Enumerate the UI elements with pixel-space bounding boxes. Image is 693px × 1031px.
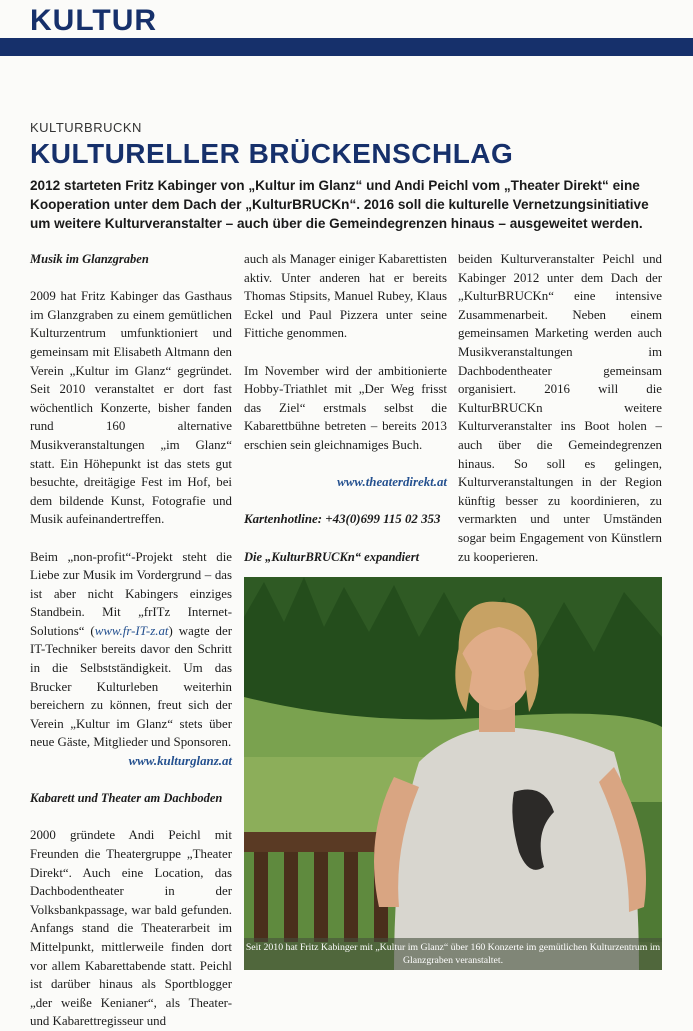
subheading-theater: Kabarett und Theater am Dachboden: [30, 791, 223, 806]
headline: KULTURELLER BRÜCKENSCHLAG: [30, 138, 514, 169]
column-1: [30, 250, 232, 1031]
paragraph: 2009 hat Fritz Kabinger das Gasthaus im Glanzgraben zu einem gemütlichen Kulturzentrum umfunktioniert und gemeinsam mit Elisabeth Altmann den Verein „Kultur im Glanz“ gegründet. Seit 2010 veranstaltet er dort fast wöchentlich Konzerte, bisher fanden rund 160 alternative Musikveranstaltungen „im Glanz“ statt. Ein Höhepunkt ist das stets gut besuchte, dreitägige Fest im Hof, bei dem bildende Kunst, Fotografie und Musik aufeinandertreffen.: [30, 289, 232, 527]
theaterdirekt-link[interactable]: www.theaterdirekt.at: [337, 475, 447, 490]
paragraph: 2000 gründete Andi Peichl mit Freunden die Theatergruppe „Theater Direkt“. Auch eine Location, das Dachbodentheater in der Volksbankpassage, war bald gefunden. Anfangs stand die Theaterarbeit im Mittelpunkt, mittlerweile finden dort vor allem Kabarettabende statt. Peichl ist darüber hinaus als Sportblogger „der weiße Kenianer“, als Theater- und Kabarettregisseur und: [30, 828, 232, 1029]
paragraph: Beim „non-profit“-Projekt steht die Liebe zur Musik im Vordergrund – das ist aber nicht Kabingers einziges Standbein. Mit „frITz Internet-Solutions“ (www.fr-IT-z.at) wagte der IT-Techniker bereits davor den Schritt in die Selbstständigkeit. Um das Brucker Kulturleben weiterhin bereichern zu können, freut sich der Verein „Kultur im Glanz“ stets über neue Gäste, Mitglieder und Sponsoren.: [30, 549, 232, 750]
photo-illustration: [244, 577, 662, 970]
paragraph: Im November wird der ambitionierte Hobby-Triathlet mit „Der Weg frisst das Ziel“ erstmals selbst die Kabarettbühne betreten – bereits 2013 erschien sein gleichnamiges Buch.: [244, 363, 447, 452]
paragraph: auch als Manager einiger Kabarettisten aktiv. Unter anderen hat er bereits Thomas Stipsits, Manuel Rubey, Klaus Eckel und Paul Pizzera unter seine Fittiche genommen.: [244, 252, 447, 341]
portrait-photo: [244, 577, 662, 970]
subheading-music: Musik im Glanzgraben: [30, 252, 149, 266]
header-bar: [0, 38, 693, 56]
column-2: [244, 250, 447, 622]
kulturglanz-link[interactable]: www.kulturglanz.at: [128, 754, 232, 769]
section-label: KULTUR: [30, 4, 158, 37]
subheading-expands: Die „KulturBRUCKn“ expandiert: [244, 549, 420, 564]
paragraph: beiden Kulturveranstalter Peichl und Kabinger 2012 unter dem Dach der „KulturBRUCKn“ eine intensive Zusammenarbeit. Neben einem gemeinsamen Marketing werden auch Musikveranstaltungen im Dachbodentheater gemeinsam organisiert. 2016 will die KulturBRUCKn weitere Kulturveranstalter ins Boot holen – auch über die Gemeindegrenzen hinaus. So soll es gelingen, Kulturveranstaltungen in der Region künftig besser zu koordinieren, zu vermarkten und unter Umständen sogar beim Engagement von Künstlern zu kooperieren.: [458, 252, 662, 564]
lead-paragraph: 2012 starteten Fritz Kabinger von „Kultur im Glanz“ und Andi Peichl vom „Theater Direkt“ eine Kooperation unter dem Dach der „KulturBRUCKn“. 2016 soll die kulturelle Vernetzungsinitiative um weitere Kulturveranstalter – auch über die Gemeindegrenzen hinaus – ausgeweitet werden.: [30, 178, 649, 231]
photo-caption: Seit 2010 hat Fritz Kabinger mit „Kultur im Glanz“ über 160 Konzerte im gemütlichen Kulturzentrum im Glanzgraben veranstaltet.: [244, 938, 662, 970]
fritz-link[interactable]: www.fr-IT-z.at: [94, 623, 169, 638]
kicker: KULTURBRUCKN: [30, 120, 142, 135]
ticket-hotline: Kartenhotline: +43(0)699 115 02 353: [244, 512, 441, 527]
